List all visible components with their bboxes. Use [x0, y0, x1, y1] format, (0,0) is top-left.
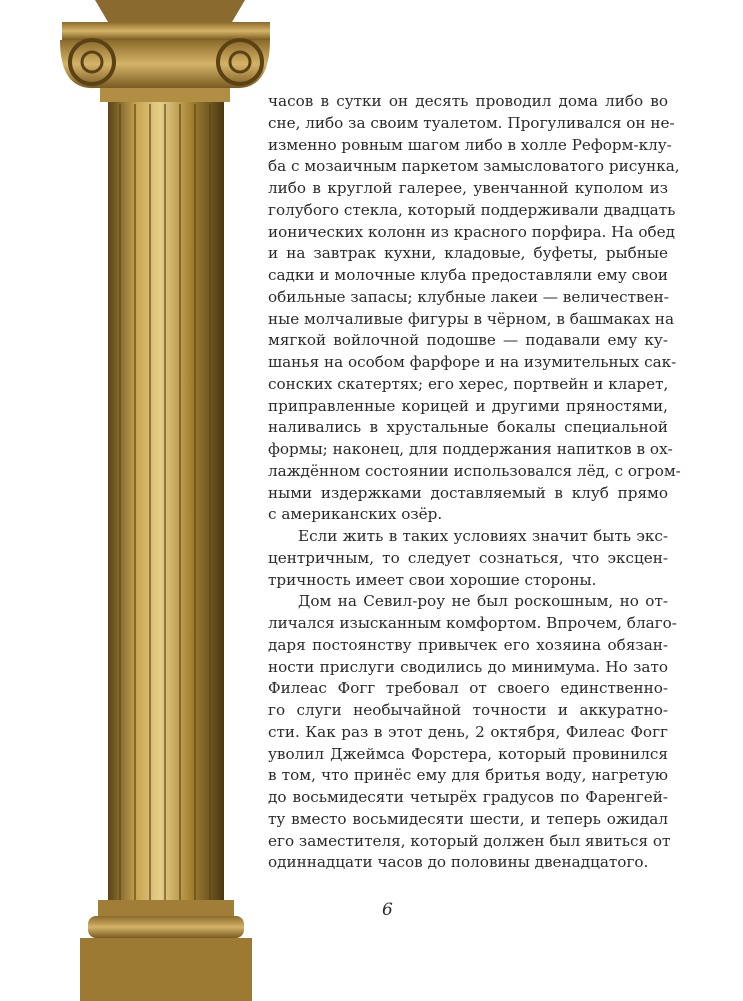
text-line: приправленные корицей и другими пряностями,: [268, 396, 668, 415]
text-line: либо в круглой галерее, увенчанной куполом из: [268, 179, 668, 197]
text-line: ными издержками доставляемый в клуб прямо: [268, 483, 668, 502]
text-line: одиннадцати часов до половины двенадцатого.: [268, 853, 649, 872]
text-line: Если жить в таких условиях значит быть экс-: [298, 527, 668, 545]
text-line: мягкой войлочной подошве — подавали ему ку-: [268, 331, 668, 350]
paragraph: [268, 591, 677, 874]
text-line: до восьмидесяти четырёх градусов по Фаренгей-: [268, 788, 668, 806]
paragraph: [268, 91, 681, 526]
text-line: даря постоянству привычек его хозяина обязан-: [268, 635, 668, 654]
text-line: шанья на особом фарфоре и на изумительных сак-: [268, 353, 677, 371]
body-text: [268, 91, 681, 874]
text-line: садки и молочные клуба предоставляли ему свои: [268, 266, 668, 284]
text-line: ные молчаливые фигуры в чёрном, в башмаках на: [268, 309, 675, 328]
page-number: 6: [382, 900, 393, 920]
text-line: ионических колонн из красного порфира. На обед: [268, 222, 675, 241]
text-line: ба с мозаичным паркетом замысловатого рисунка,: [268, 157, 680, 176]
text-line: го слуги необычайной точности и аккуратно-: [268, 701, 668, 719]
text-line: центричным, то следует сознаться, что эксцен-: [268, 548, 668, 567]
text-line: ности прислуги сводились до минимума. Но зато: [268, 657, 668, 676]
text-line: в том, что принёс ему для бритья воду, нагретую: [268, 766, 668, 785]
text-line: часов в сутки он десять проводил дома либо во: [268, 92, 668, 110]
text-line: наливались в хрустальные бокалы специальной: [268, 418, 668, 437]
text-line: обильные запасы; клубные лакеи — величествен-: [268, 287, 669, 306]
text-line: личался изысканным комфортом. Впрочем, благо-: [268, 614, 677, 632]
text-line: Филеас Фогг требовал от своего единственно-: [268, 679, 668, 698]
text-line: с американских озёр.: [268, 505, 443, 524]
text-line: его заместителя, который должен был явиться от: [268, 831, 671, 850]
paragraph: [268, 526, 668, 591]
text-line: сне, либо за своим туалетом. Прогуливался он не-: [268, 113, 675, 132]
text-line: и на завтрак кухни, кладовые, буфеты, рыбные: [268, 244, 668, 263]
text-line: формы; наконец, для поддержания напитков в ох-: [268, 440, 673, 458]
ionic-column-illustration: [0, 0, 270, 1001]
text-line: лаждённом состоянии использовался лёд, с огром-: [268, 461, 681, 480]
text-line: уволил Джеймса Форстера, который провинился: [268, 744, 668, 763]
text-line: голубого стекла, который поддерживали двадцать: [268, 200, 676, 219]
text-line: тричность имеет свои хорошие стороны.: [268, 570, 597, 589]
text-line: сонских скатертях; его херес, портвейн и кларет,: [268, 374, 669, 393]
text-line: Дом на Севил-роу не был роскошным, но от-: [298, 592, 668, 611]
text-line: изменно ровным шагом либо в холле Реформ-клу-: [268, 135, 672, 154]
text-line: сти. Как раз в этот день, 2 октября, Филеас Фогг: [268, 722, 668, 741]
text-line: ту вместо восьмидесяти шести, и теперь ожидал: [268, 809, 668, 828]
